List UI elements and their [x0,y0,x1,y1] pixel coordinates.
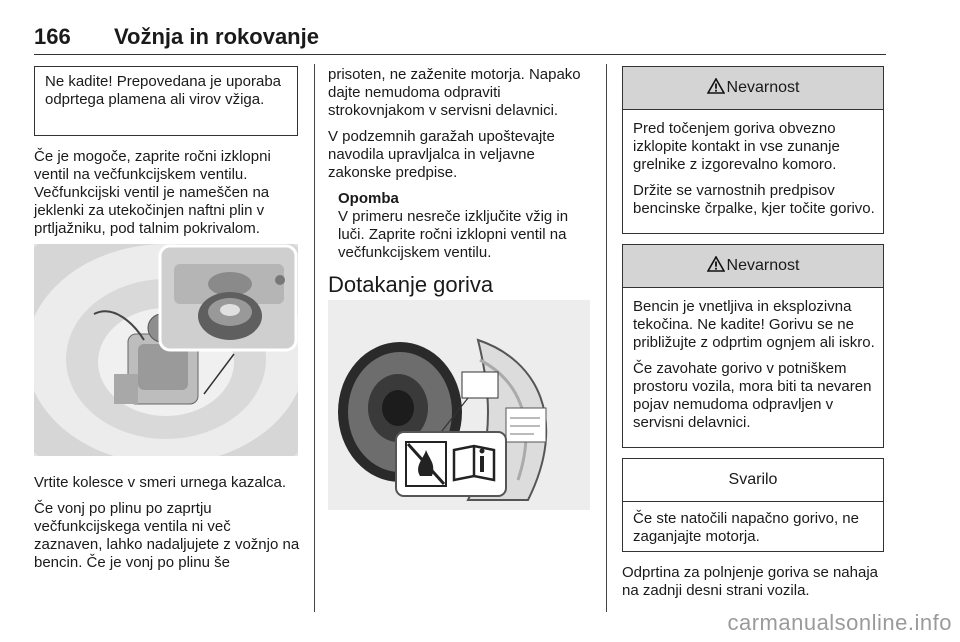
column-divider [314,64,315,612]
no-smoking-text: Ne kadite! Prepovedana je uporaba odprtega plamena ali virov vžiga. [45,73,282,108]
paragraph: Odprtina za polnjenje goriva se nahaja na zadnji desni strani vozila. [622,564,879,599]
chapter-title: Vožnja in rokovanje [114,24,319,49]
page-number: 166 [34,24,71,49]
paragraph: Če vonj po plinu po zaprtju večfunkcijskega ventila ni več zaznaven, lahko nadaljujete z vožnjo na bencin. Če je vonj po plinu še [34,500,300,571]
paragraph: Pred točenjem goriva obvezno izklopite kontakt in vse zunanje grelnike z izgorevalno komoro. [633,120,840,173]
no-open-flame-icon [406,442,446,486]
paragraph: Če zavohate gorivo v potniškem prostoru vozila, mora biti ta nevaren pojav nemudoma odpravljen v servisni delavnici. [633,360,872,431]
warning-triangle-icon [707,78,725,94]
paragraph: prisoten, ne zaženite motorja. Napako dajte nemudoma odpraviti strokovnjakom v servisni delavnici. [328,66,581,119]
warning-triangle-icon [707,256,725,272]
fuel-filler-illustration [328,300,590,510]
no-smoking-box [34,66,298,136]
warning-body [623,110,883,230]
paragraph: Če je mogoče, zaprite ročni izklopni ventil na večfunkcijskem ventilu. Večfunkcijski ventil je nameščen na jeklenki za utekočinjen naftni plin v prtljažniku, pod talnim pokrivalom. [34,148,271,237]
paragraph: Vrtite kolesce v smeri urnega kazalca. [34,474,287,491]
page-header [34,24,886,55]
read-manual-icon [454,446,494,480]
column-middle [328,66,590,312]
warning-body [623,288,883,444]
column-left [34,66,298,246]
warning-header [623,245,883,288]
paragraph: V podzemnih garažah upoštevajte navodila upravljalca in veljavne zakonske predpise. [328,128,555,181]
warning-header [623,67,883,110]
column-right [622,66,884,608]
lpg-valve-figure [34,244,298,456]
note [328,190,590,262]
lpg-valve-illustration [34,244,298,456]
warning-title: Nevarnost [726,257,800,274]
watermark: carmanualsonline.info [727,610,952,635]
paragraph: Bencin je vnetljiva in eksplozivna tekočina. Ne kadite! Gorivu se ne približujte z odprtim ognjem ali iskro. [633,298,875,351]
caution-header [623,459,883,502]
caution-title: Svarilo [728,471,778,488]
warning-box [622,66,884,234]
warning-box [622,244,884,448]
column-divider [606,64,607,612]
caution-body [623,502,883,558]
warning-title: Nevarnost [726,79,800,96]
column-left-lower [34,474,300,580]
fuel-filler-figure [328,300,590,510]
paragraph: Če ste natočili napačno gorivo, ne zaganjajte motorja. [633,510,859,545]
note-title: Opomba [338,190,399,207]
section-title: Dotakanje goriva [328,272,494,297]
note-text: V primeru nesreče izključite vžig in luči. Zaprite ročni izklopni ventil na večfunkcijskem ventilu. [338,208,569,261]
paragraph: Držite se varnostnih predpisov bencinske črpalke, kjer točite gorivo. [633,182,875,217]
caution-box [622,458,884,552]
